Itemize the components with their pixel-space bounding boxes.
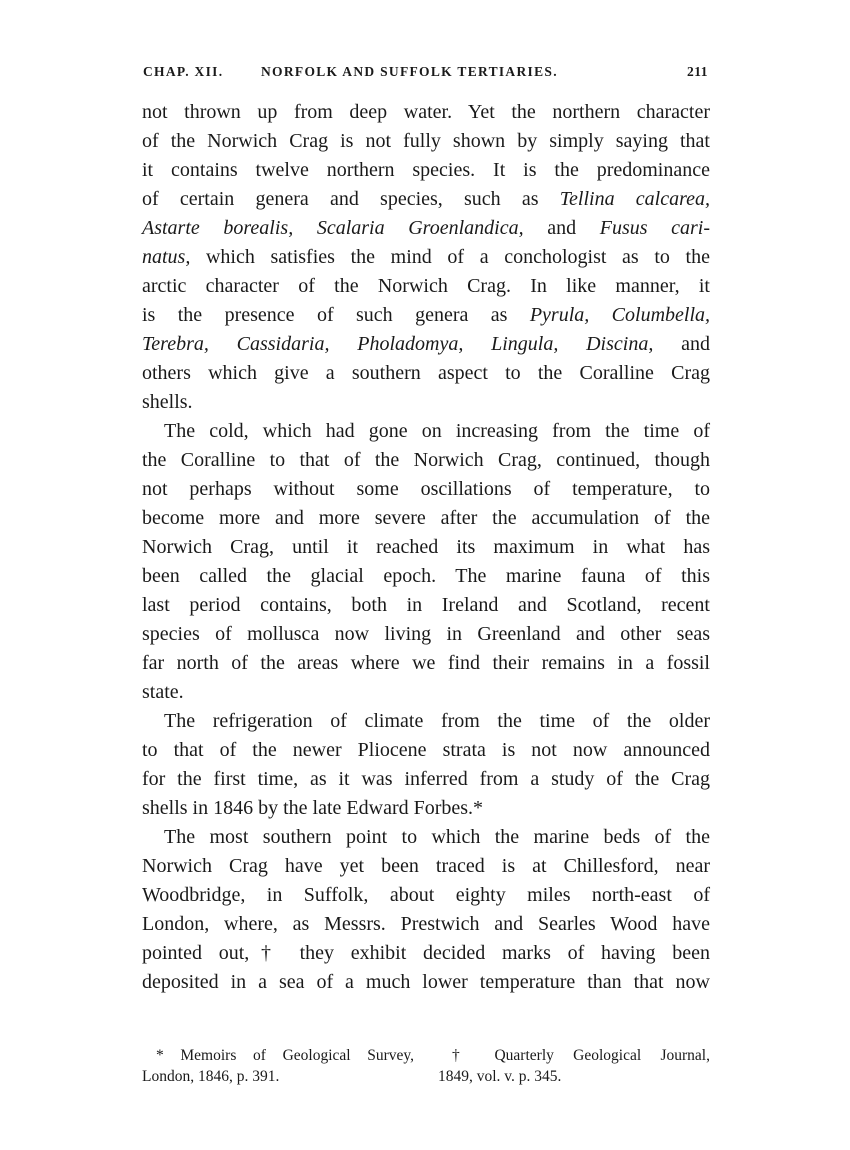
text-line: natus, which satisfies the mind of a conchologist as to the xyxy=(142,246,710,268)
text-line: London, where, as Messrs. Prestwich and Searles Wood have xyxy=(142,913,710,935)
text-line: far north of the areas where we find their remains in a fossil xyxy=(142,652,710,674)
text-line: it contains twelve northern species. It is the predominance xyxy=(142,159,710,181)
footnote-line: London, 1846, p. 391. xyxy=(142,1068,280,1085)
text-line: Woodbridge, in Suffolk, about eighty miles north-east of xyxy=(142,884,710,906)
text-line: is the presence of such genera as Pyrula, Columbella, xyxy=(142,304,710,326)
text-line: of certain genera and species, such as Tellina calcarea, xyxy=(142,188,710,210)
text-line: Norwich Crag have yet been traced is at Chillesford, near xyxy=(142,855,710,877)
paragraph xyxy=(142,707,710,823)
running-header xyxy=(143,60,710,84)
text-line: pointed out,† they exhibit decided marks of having been xyxy=(142,942,710,964)
footnote-line: 1849, vol. v. p. 345. xyxy=(438,1068,562,1085)
text-line: to that of the newer Pliocene strata is not now announced xyxy=(142,739,710,761)
chapter-label: CHAP. XII. xyxy=(143,64,224,79)
text-line: for the first time, as it was inferred from a study of the Crag xyxy=(142,768,710,790)
text-line: deposited in a sea of a much lower temperature than that now xyxy=(142,971,710,993)
footnote-2 xyxy=(438,1045,710,1087)
text-line: last period contains, both in Ireland and Scotland, recent xyxy=(142,594,710,616)
text-line: of the Norwich Crag is not fully shown by simply saying that xyxy=(142,130,710,152)
text-line: arctic character of the Norwich Crag. In like manner, it xyxy=(142,275,710,297)
text-line: not perhaps without some oscillations of temperature, to xyxy=(142,478,710,500)
footnote-1 xyxy=(142,1045,414,1087)
text-line: shells in 1846 by the late Edward Forbes.* xyxy=(142,797,484,819)
paragraph xyxy=(142,823,710,997)
text-line: the Coralline to that of the Norwich Crag, continued, though xyxy=(142,449,710,471)
text-line: not thrown up from deep water. Yet the northern character xyxy=(142,101,710,123)
text-line: state. xyxy=(142,681,184,703)
text-line: Astarte borealis, Scalaria Groenlandica, and Fusus cari- xyxy=(142,217,711,239)
paragraph xyxy=(142,98,710,417)
text-line: others which give a southern aspect to the Coralline Crag xyxy=(142,362,710,384)
footnotes xyxy=(142,1045,710,1091)
footnote-line: * Memoirs of Geological Survey, xyxy=(156,1047,414,1064)
body-text xyxy=(142,98,710,997)
text-line: shells. xyxy=(142,391,193,413)
text-line: The refrigeration of climate from the time of the older xyxy=(164,710,710,732)
text-line: become more and more severe after the accumulation of the xyxy=(142,507,710,529)
text-line: species of mollusca now living in Greenland and other seas xyxy=(142,623,710,645)
text-line: Norwich Crag, until it reached its maximum in what has xyxy=(142,536,710,558)
footnote-line: † Quarterly Geological Journal, xyxy=(452,1047,710,1064)
text-line: Terebra, Cassidaria, Pholadomya, Lingula, Discina, and xyxy=(142,333,710,355)
paragraph xyxy=(142,417,710,707)
text-line: The most southern point to which the marine beds of the xyxy=(164,826,710,848)
page-number: 211 xyxy=(686,64,708,79)
running-title: NORFOLK AND SUFFOLK TERTIARIES. xyxy=(261,64,558,79)
text-line: been called the glacial epoch. The marine fauna of this xyxy=(142,565,710,587)
text-line: The cold, which had gone on increasing from the time of xyxy=(164,420,710,442)
